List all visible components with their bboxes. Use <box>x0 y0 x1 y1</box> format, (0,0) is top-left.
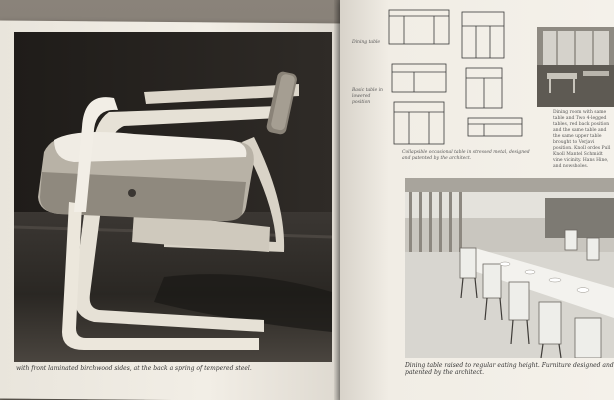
dining-caption: Dining table raised to regular eating height. Furniture designed and patented by the architect. <box>405 362 614 376</box>
table-diagrams <box>384 2 534 152</box>
drawing-caption: Collapsible occasional table in stressed metal, designed and patented by the architect. <box>402 150 530 161</box>
interior-caption: Dining room with same table and Two 4-legged tables, red back position and the same table and the same upper table brought to Verjavi position. Knoll ordes Pull Knoll Mantel Schmidt vine vicinity. Hans Hine, and nowsholes. <box>553 110 611 169</box>
interior-photograph <box>537 27 614 107</box>
technical-drawings <box>384 2 534 152</box>
margin-label-basic-table: Basic table in lowered position <box>352 88 383 105</box>
room-with-window-image <box>537 27 614 107</box>
left-page-caption: with front laminated birchwood sides, at the back a spring of tempered steel. <box>16 365 252 372</box>
margin-label-dining-table: Dining table <box>352 40 381 45</box>
cantilever-armchair-image <box>14 32 332 362</box>
dining-photograph <box>405 178 614 358</box>
dining-room-image <box>405 178 614 358</box>
chair-photograph <box>14 32 332 362</box>
